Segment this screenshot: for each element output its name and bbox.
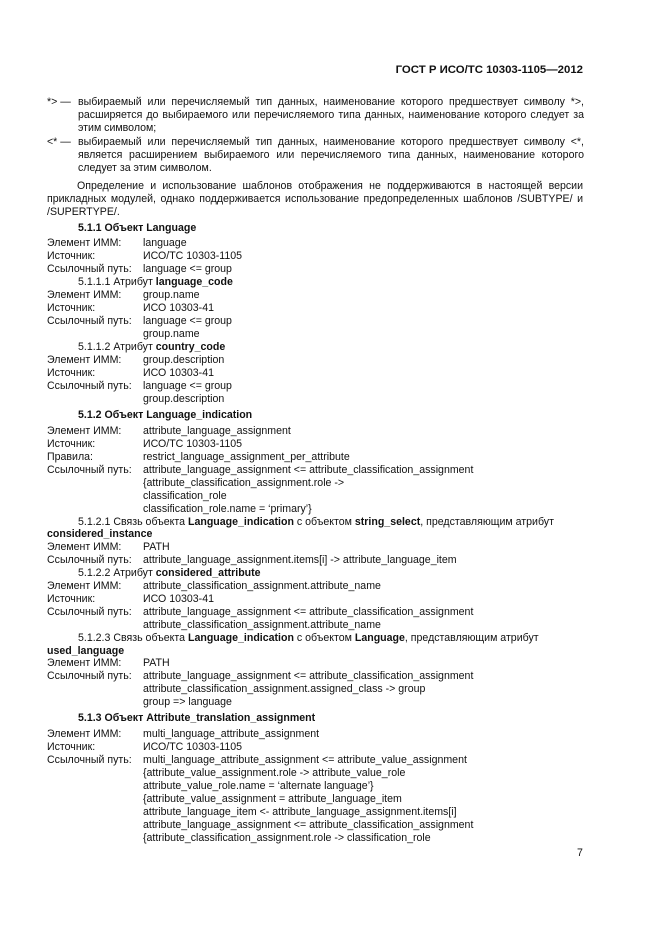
element-label: Элемент ИММ:	[47, 580, 122, 592]
source-label: Источник:	[47, 302, 96, 314]
element-label: Элемент ИММ:	[47, 289, 122, 301]
source-label: Источник:	[47, 367, 96, 379]
source-value: ИСО 10303-41	[143, 367, 214, 379]
path-line: attribute_language_assignment.items[i] -> attribute_language_item	[143, 554, 457, 566]
path-line: language <= group	[143, 263, 232, 275]
path-line: {attribute_value_assignment.role -> attribute_value_role	[143, 767, 406, 779]
path-line: attribute_language_assignment <= attribute_classification_assignment	[143, 670, 474, 682]
path-label: Ссылочный путь:	[47, 464, 132, 476]
element-label: Элемент ИММ:	[47, 354, 122, 366]
section-title: 5.1.3 Объект Attribute_translation_assignment	[78, 712, 316, 724]
source-label: Источник:	[47, 438, 96, 450]
path-label: Ссылочный путь:	[47, 263, 132, 275]
source-value: ИСО 10303-41	[143, 302, 214, 314]
rules-label: Правила:	[47, 451, 93, 463]
section-title: 5.1.2 Объект Language_indication	[78, 409, 253, 421]
source-label: Источник:	[47, 593, 96, 605]
attribute-heading: 5.1.1.2 Атрибут country_code	[78, 341, 226, 353]
path-label: Ссылочный путь:	[47, 754, 132, 766]
element-label: Элемент ИММ:	[47, 237, 122, 249]
source-value: ИСО/ТС 10303-1105	[143, 250, 243, 262]
page-number: 7	[577, 847, 583, 859]
def-text: выбираемый или перечисляемый тип данных, наименование которого предшествует символу <*, является расширением выбираемого или перечисляемого типа данных, наименование которого следует за этим символом.	[78, 136, 584, 174]
path-line: attribute_classification_assignment.attribute_name	[143, 619, 381, 631]
element-label: Элемент ИММ:	[47, 657, 122, 669]
element-value: multi_language_attribute_assignment	[143, 728, 320, 740]
path-line: group.description	[143, 393, 225, 405]
element-value: attribute_language_assignment	[143, 425, 291, 437]
relationship-heading: 5.1.2.3 Связь объекта Language_indication с объектом Language, представляющим атрибут	[78, 632, 539, 644]
source-value: ИСО 10303-41	[143, 593, 214, 605]
source-label: Источник:	[47, 741, 96, 753]
path-label: Ссылочный путь:	[47, 554, 132, 566]
source-value: ИСО/ТС 10303-1105	[143, 438, 243, 450]
path-label: Ссылочный путь:	[47, 315, 132, 327]
attribute-heading: 5.1.2.2 Атрибут considered_attribute	[78, 567, 261, 579]
element-label: Элемент ИММ:	[47, 541, 122, 553]
path-line: {attribute_classification_assignment.role -> classification_role	[143, 832, 431, 844]
intro-paragraph: Определение и использование шаблонов отображения не поддерживаются в настоящей версии прикладных модулей, однако поддерживается использование предопределенных шаблонов /SUBTYPE/ и /SUPERTYPE/.	[47, 180, 583, 218]
element-value: PATH	[143, 657, 170, 669]
rules-value: restrict_language_assignment_per_attribute	[143, 451, 350, 463]
element-value: group.description	[143, 354, 225, 366]
path-line: group => language	[143, 696, 232, 708]
path-label: Ссылочный путь:	[47, 670, 132, 682]
running-header: ГОСТ Р ИСО/ТС 10303-1105—2012	[395, 64, 583, 76]
element-value: attribute_classification_assignment.attribute_name	[143, 580, 381, 592]
element-label: Элемент ИММ:	[47, 728, 122, 740]
path-line: attribute_value_role.name = ‘alternate language’}	[143, 780, 374, 792]
path-line: group.name	[143, 328, 200, 340]
element-value: language	[143, 237, 187, 249]
path-line: multi_language_attribute_assignment <= attribute_value_assignment	[143, 754, 467, 766]
path-line: classification_role	[143, 490, 227, 502]
path-line: attribute_language_assignment <= attribute_classification_assignment	[143, 606, 474, 618]
element-label: Элемент ИММ:	[47, 425, 122, 437]
def-symbol: *> —	[47, 96, 71, 108]
source-value: ИСО/ТС 10303-1105	[143, 741, 243, 753]
path-line: {attribute_value_assignment = attribute_language_item	[143, 793, 402, 805]
element-value: PATH	[143, 541, 170, 553]
attribute-name: used_language	[47, 645, 125, 657]
path-label: Ссылочный путь:	[47, 380, 132, 392]
path-line: language <= group	[143, 380, 232, 392]
attribute-heading: 5.1.1.1 Атрибут language_code	[78, 276, 233, 288]
path-line: attribute_language_item <- attribute_language_assignment.items[i]	[143, 806, 457, 818]
section-title: 5.1.1 Объект Language	[78, 222, 197, 234]
path-line: attribute_language_assignment <= attribute_classification_assignment	[143, 464, 474, 476]
def-text: выбираемый или перечисляемый тип данных, наименование которого предшествует символу *>, расширяется до выбираемого или перечисляемого типа данных, наименование которого следует за этим символом;	[78, 96, 584, 134]
path-line: attribute_classification_assignment.assigned_class -> group	[143, 683, 426, 695]
path-line: classification_role.name = ‘primary’}	[143, 503, 312, 515]
relationship-heading: 5.1.2.1 Связь объекта Language_indication с объектом string_select, представляющим атрибут	[78, 516, 554, 528]
path-line: attribute_language_assignment <= attribute_classification_assignment	[143, 819, 474, 831]
def-symbol: <* —	[47, 136, 71, 148]
path-label: Ссылочный путь:	[47, 606, 132, 618]
path-line: language <= group	[143, 315, 232, 327]
source-label: Источник:	[47, 250, 96, 262]
element-value: group.name	[143, 289, 200, 301]
path-line: {attribute_classification_assignment.role ->	[143, 477, 345, 489]
attribute-name: considered_instance	[47, 528, 153, 540]
